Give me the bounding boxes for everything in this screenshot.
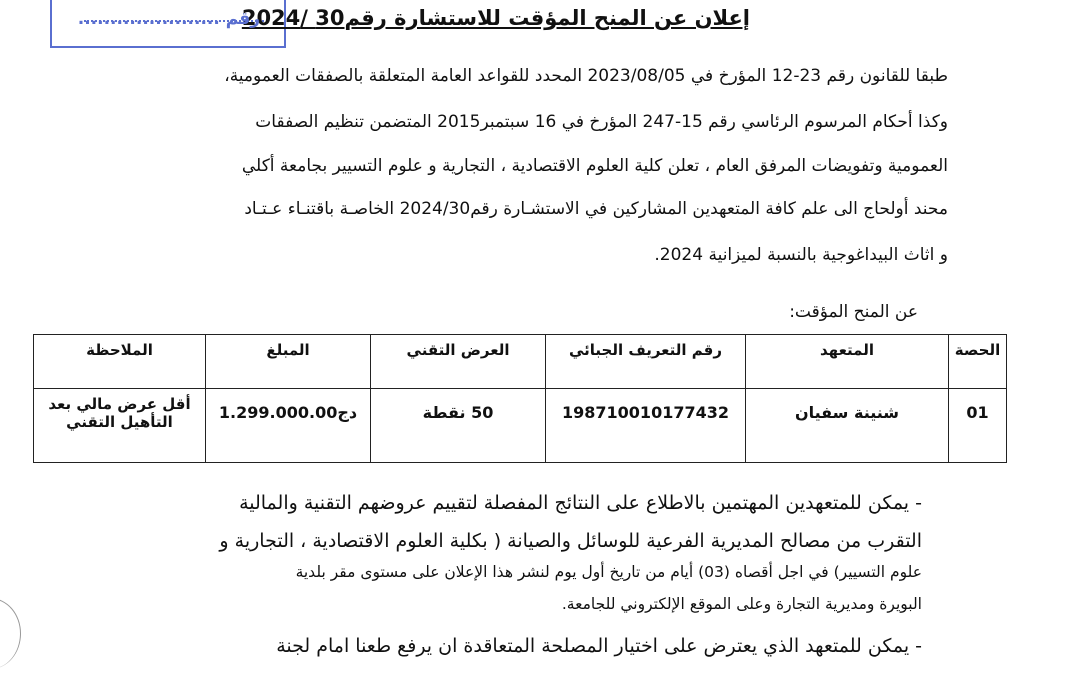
bullet-1-line-2: التقرب من مصالح المديرية الفرعية للوسائل والصيانة ( بكلية العلوم الاقتصادية ، التجارية و bbox=[219, 530, 922, 552]
table-row bbox=[34, 389, 1007, 463]
table-header-row bbox=[34, 335, 1007, 389]
body-line-2: وكذا أحكام المرسوم الرئاسي رقم 15-247 المؤرخ في 16 سبتمبر2015 المتضمن تنظيم الصفقات bbox=[255, 112, 948, 132]
bullet-1-line-3: علوم التسيير) في اجل أقصاه (03) أيام من تاريخ أول يوم لنشر هذا الإعلان على مستوى مقر بلدية bbox=[295, 563, 922, 581]
cell-amount: 1.299.000.00دج bbox=[206, 389, 371, 463]
stamp-number-label: رقم ...................... bbox=[77, 9, 260, 29]
body-line-5: و اثاث البيداغوجية بالنسبة لميزانية 2024. bbox=[654, 245, 948, 265]
cell-tax-id: 198710010177432 bbox=[546, 389, 746, 463]
body-line-4: محند أولحاج الى علم كافة المتعهدين المشاركين في الاستشـارة رقم2024/30 الخاصـة باقتنـاء عـتـاد bbox=[244, 199, 948, 219]
body-line-1: طبقا للقانون رقم 23-12 المؤرخ في 2023/08/05 المحدد للقواعد العامة المتعلقة بالصفقات العمومية، bbox=[224, 66, 948, 86]
header-amount: المبلغ bbox=[206, 335, 371, 389]
bullet-2-line-1: - يمكن للمتعهد الذي يعترض على اختيار المصلحة المتعاقدة ان يرفع طعنا امام لجنة bbox=[276, 635, 922, 657]
title-text: إعلان عن المنح المؤقت للاستشارة رقم30 /2024 bbox=[241, 6, 750, 30]
bullet-1-line-4: البويرة ومديرية التجارة وعلى الموقع الإلكتروني للجامعة. bbox=[561, 595, 922, 613]
header-tax-id: رقم التعريف الجبائي bbox=[546, 335, 746, 389]
scan-margin-arc bbox=[0, 598, 21, 669]
award-label: عن المنح المؤقت: bbox=[789, 302, 918, 322]
results-table bbox=[33, 334, 1007, 463]
cell-technical: 50 نقطة bbox=[371, 389, 546, 463]
header-bidder: المتعهد bbox=[746, 335, 949, 389]
cell-bidder: شنينة سفيان bbox=[746, 389, 949, 463]
document-title bbox=[241, 6, 750, 30]
header-note: الملاحظة bbox=[34, 335, 206, 389]
body-line-3: العمومية وتفويضات المرفق العام ، تعلن كلية العلوم الاقتصادية ، التجارية و علوم التسيير بجامعة أكلي bbox=[241, 156, 948, 176]
bullet-1-line-1: - يمكن للمتعهدين المهتمين بالاطلاع على النتائج المفصلة لتقييم عروضهم التقنية والمالية bbox=[239, 492, 922, 514]
header-lot: الحصة bbox=[949, 335, 1007, 389]
header-technical: العرض التقني bbox=[371, 335, 546, 389]
cell-lot: 01 bbox=[949, 389, 1007, 463]
cell-note: أقل عرض مالي بعد التأهيل التقني bbox=[34, 389, 206, 463]
